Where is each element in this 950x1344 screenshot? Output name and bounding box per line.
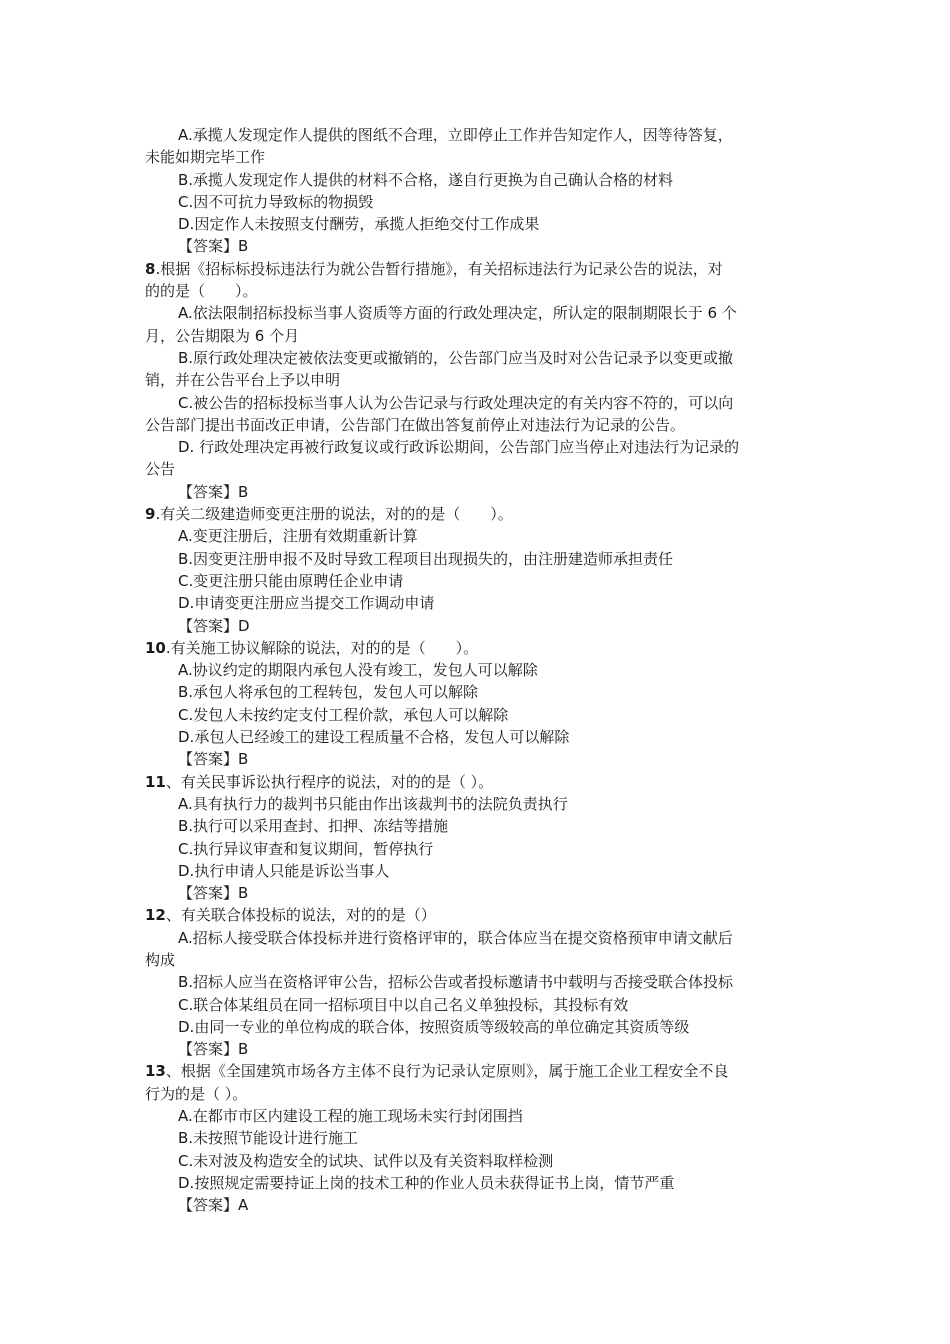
question-stem-line xyxy=(0,771,950,793)
option-item xyxy=(0,994,950,1016)
option-line: A.在都市市区内建设工程的施工现场未实行封闭围挡 xyxy=(178,1107,523,1126)
option-item xyxy=(0,570,950,592)
option-item xyxy=(0,971,950,993)
answer-line: 【答案】B xyxy=(178,237,249,256)
question-number: 8 xyxy=(145,259,156,278)
option-line: C.发包人未按约定支付工程价款，承包人可以解除 xyxy=(178,705,509,724)
question-number: 10 xyxy=(145,638,166,657)
option-line: C.执行异议审查和复议期间，暂停执行 xyxy=(178,839,434,858)
question-block xyxy=(0,771,950,905)
option-line: D.申请变更注册应当提交工作调动申请 xyxy=(178,594,435,613)
option-item xyxy=(0,392,950,437)
option-line: B.未按照节能设计进行施工 xyxy=(178,1129,359,1148)
option-item xyxy=(0,815,950,837)
question-number: 12 xyxy=(145,906,166,925)
option-line: 销，并在公告平台上予以申明 xyxy=(145,371,341,390)
question-stem-text: 的的是（ ）。 xyxy=(145,282,258,301)
answer-line: 【答案】B xyxy=(178,750,249,769)
option-line: D.执行申请人只能是诉讼当事人 xyxy=(178,861,390,880)
option-line: A.具有执行力的裁判书只能由作出该裁判书的法院负责执行 xyxy=(178,794,568,813)
option-line: B.承揽人发现定作人提供的材料不合格，遂自行更换为自己确认合格的材料 xyxy=(178,170,674,189)
option-line: C.联合体某组员在同一招标项目中以自己名义单独投标，其投标有效 xyxy=(178,995,629,1014)
option-line: B.承包人将承包的工程转包，发包人可以解除 xyxy=(178,683,479,702)
question-continuation xyxy=(0,124,950,258)
option-line: C.未对波及构造安全的试块、试件以及有关资料取样检测 xyxy=(178,1151,554,1170)
question-stem-text: 行为的是（ ）。 xyxy=(145,1084,248,1103)
option-line: B.因变更注册申报不及时导致工程项目出现损失的，由注册建造师承担责任 xyxy=(178,549,674,568)
option-line: D.因定作人未按照支付酬劳，承揽人拒绝交付工作成果 xyxy=(178,215,540,234)
option-item xyxy=(0,548,950,570)
option-item xyxy=(0,191,950,213)
option-line: 构成 xyxy=(145,950,176,969)
option-line: B.原行政处理决定被依法变更或撤销的，公告部门应当及时对公告记录予以变更或撤 xyxy=(178,348,734,367)
option-line: A.变更注册后，注册有效期重新计算 xyxy=(178,527,418,546)
option-item xyxy=(0,1127,950,1149)
option-line: D. 行政处理决定再被行政复议或行政诉讼期间，公告部门应当停止对违法行为记录的 xyxy=(178,438,740,457)
question-block xyxy=(0,1060,950,1216)
question-stem-text: 、有关民事诉讼执行程序的说法，对的的是（ ）。 xyxy=(165,772,494,791)
question-stem-text: .有关二级建造师变更注册的说法，对的的是（ ）。 xyxy=(155,505,513,524)
option-line: A.招标人接受联合体投标并进行资格评审的，联合体应当在提交资格预审申请文献后 xyxy=(178,928,733,947)
option-line: D.承包人已经竣工的建设工程质量不合格，发包人可以解除 xyxy=(178,728,570,747)
option-item xyxy=(0,213,950,235)
question-number: 13 xyxy=(145,1062,166,1081)
document-page xyxy=(0,124,950,1217)
option-item xyxy=(0,436,950,481)
option-line: D.由同一专业的单位构成的联合体，按照资质等级较高的单位确定其资质等级 xyxy=(178,1017,690,1036)
option-line: B.执行可以采用查封、扣押、冻结等措施 xyxy=(178,817,449,836)
option-line: A.依法限制招标投标当事人资质等方面的行政处理决定，所认定的限制期限长于 6 个 xyxy=(178,304,737,323)
question-block xyxy=(0,904,950,1060)
question-stem-text: 、根据《全国建筑市场各方主体不良行为记录认定原则》，属于施工企业工程安全不良 xyxy=(165,1062,729,1081)
option-item xyxy=(0,1172,950,1194)
answer-line: 【答案】A xyxy=(178,1196,249,1215)
option-line: 公告部门提出书面改正申请，公告部门在做出答复前停止对违法行为记录的公告。 xyxy=(145,415,686,434)
option-line: C.被公告的招标投标当事人认为公告记录与行政处理决定的有关内容不符的，可以向 xyxy=(178,393,734,412)
answer-line: 【答案】B xyxy=(178,884,249,903)
option-item xyxy=(0,860,950,882)
question-stem-text: 、有关联合体投标的说法，对的的是（） xyxy=(165,906,436,925)
option-line: B.招标人应当在资格评审公告，招标公告或者投标邀请书中载明与否接受联合体投标 xyxy=(178,973,734,992)
option-item xyxy=(0,124,950,169)
option-item xyxy=(0,927,950,972)
option-item xyxy=(0,1016,950,1038)
answer-line: 【答案】B xyxy=(178,1040,249,1059)
option-line: 公告 xyxy=(145,460,176,479)
option-item xyxy=(0,302,950,347)
option-line: 月，公告期限为 6 个月 xyxy=(145,326,300,345)
option-item xyxy=(0,793,950,815)
option-item xyxy=(0,347,950,392)
option-line: 未能如期完毕工作 xyxy=(145,148,266,167)
option-item xyxy=(0,726,950,748)
answer-line: 【答案】D xyxy=(178,616,250,635)
answer-line: 【答案】B xyxy=(178,482,249,501)
question-stem-line xyxy=(0,1083,950,1105)
option-item xyxy=(0,592,950,614)
option-item xyxy=(0,838,950,860)
question-block xyxy=(0,637,950,771)
option-item xyxy=(0,525,950,547)
question-stem-line xyxy=(0,280,950,302)
option-item xyxy=(0,1150,950,1172)
question-stem-text: .有关施工协议解除的说法，对的的是（ ）。 xyxy=(165,638,479,657)
question-stem-line xyxy=(0,637,950,659)
option-item xyxy=(0,169,950,191)
question-block xyxy=(0,258,950,503)
option-line: A.承揽人发现定作人提供的图纸不合理，立即停止工作并告知定作人，因等待答复， xyxy=(178,126,733,144)
option-line: A.协议约定的期限内承包人没有竣工，发包人可以解除 xyxy=(178,661,538,680)
option-item xyxy=(0,1105,950,1127)
option-line: D.按照规定需要持证上岗的技术工种的作业人员未获得证书上岗，情节严重 xyxy=(178,1173,675,1192)
option-item xyxy=(0,681,950,703)
question-block xyxy=(0,503,950,637)
question-stem-text: .根据《招标标投标违法行为就公告暂行措施》，有关招标违法行为记录公告的说法，对 xyxy=(155,259,723,278)
question-stem-line xyxy=(0,1060,950,1082)
option-line: C.因不可抗力导致标的物损毁 xyxy=(178,192,374,211)
question-number: 9 xyxy=(145,505,156,524)
question-number: 11 xyxy=(145,772,166,791)
option-item xyxy=(0,704,950,726)
question-stem-line xyxy=(0,258,950,280)
question-stem-line xyxy=(0,904,950,926)
option-line: C.变更注册只能由原聘任企业申请 xyxy=(178,571,404,590)
option-item xyxy=(0,659,950,681)
question-stem-line xyxy=(0,503,950,525)
